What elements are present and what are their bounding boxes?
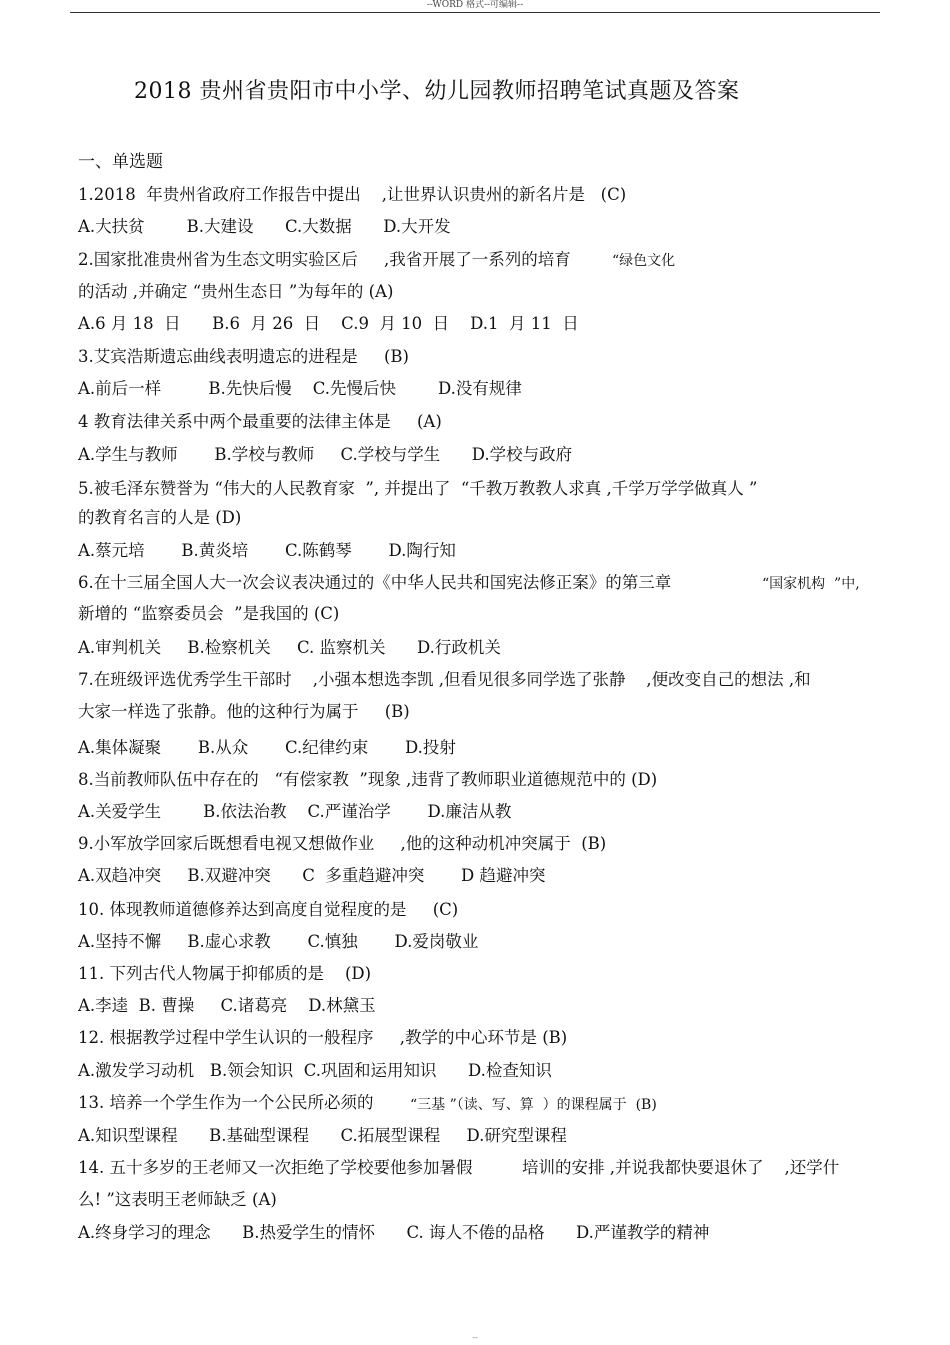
- section-heading: 一、单选题: [78, 152, 163, 172]
- question-1-options: A.大扶贫 B.大建设 C.大数据 D.大开发: [78, 217, 451, 236]
- document-title: 2018 贵州省贵阳市中小学、幼儿园教师招聘笔试真题及答案: [134, 79, 740, 104]
- question-14-tail: 培训的安排 ,并说我都快要退休了 ,还学什: [522, 1158, 840, 1177]
- question-14: 14. 五十多岁的王老师又一次拒绝了学校要他参加暑假: [78, 1158, 473, 1177]
- question-7: 7.在班级评选优秀学生干部时 ,小强本想选李凯 ,但看见很多同学选了张静 ,便改变自己的想法 ,和: [78, 670, 811, 689]
- question-10-options: A.坚持不懈 B.虚心求教 C.慎独 D.爱岗敬业: [78, 932, 479, 951]
- question-13-tail: “三基 ”（读、写、算 ）的课程属于 (B): [410, 1097, 657, 1113]
- question-6-line-2: 新增的 “监察委员会 ”是我国的 (C): [78, 604, 340, 623]
- question-12-options: A.激发学习动机 B.领会知识 C.巩固和运用知识 D.检查知识: [78, 1061, 552, 1080]
- question-2-tail: “绿色文化: [612, 253, 676, 269]
- question-11-options: A.李逵 B. 曹操 C.诸葛亮 D.林黛玉: [78, 996, 376, 1015]
- question-4-options: A.学生与教师 B.学校与教师 C.学校与学生 D.学校与政府: [78, 445, 573, 464]
- question-3: 3.艾宾浩斯遗忘曲线表明遗忘的进程是 (B): [78, 347, 409, 366]
- question-10: 10. 体现教师道德修养达到高度自觉程度的是 (C): [78, 900, 459, 919]
- question-2-line-2: 的活动 ,并确定 “贵州生态日 ”为每年的 (A): [78, 282, 394, 301]
- question-2: 2.国家批准贵州省为生态文明实验区后 ,我省开展了一系列的培育: [78, 250, 571, 269]
- question-13: 13. 培养一个学生作为一个公民所必须的: [78, 1093, 374, 1112]
- question-1: 1.2018 年贵州省政府工作报告中提出 ,让世界认识贵州的新名片是 (C): [78, 185, 627, 204]
- page-header: --WORD 格式--可编辑--: [70, 0, 880, 13]
- question-6-tail: “国家机构 ”中,: [762, 576, 860, 592]
- question-6: 6.在十三届全国人大一次会议表决通过的《中华人民共和国宪法修正案》的第三章: [78, 573, 672, 592]
- question-3-options: A.前后一样 B.先快后慢 C.先慢后快 D.没有规律: [78, 379, 522, 398]
- question-12: 12. 根据教学过程中学生认识的一般程序 ,教学的中心环节是 (B): [78, 1028, 568, 1047]
- question-7-line-2: 大家一样选了张静。他的这种行为属于 (B): [78, 702, 410, 721]
- question-14-line-2: 么! ”这表明王老师缺乏 (A): [78, 1190, 277, 1209]
- question-5-line-2: 的教育名言的人是 (D): [78, 508, 242, 527]
- question-9-options: A.双趋冲突 B.双避冲突 C 多重趋避冲突 D 趋避冲突: [78, 866, 546, 885]
- question-8-options: A.关爱学生 B.依法治教 C.严谨治学 D.廉洁从教: [78, 802, 512, 821]
- page-footer: --: [472, 1333, 478, 1342]
- question-11: 11. 下列古代人物属于抑郁质的是 (D): [78, 964, 372, 983]
- question-7-options: A.集体凝聚 B.从众 C.纪律约束 D.投射: [78, 738, 456, 757]
- question-9: 9.小军放学回家后既想看电视又想做作业 ,他的这种动机冲突属于 (B): [78, 834, 607, 853]
- question-2-options: A.6 月 18 日 B.6 月 26 日 C.9 月 10 日 D.1 月 11 日: [78, 314, 579, 333]
- question-4: 4 教育法律关系中两个最重要的法律主体是 (A): [78, 412, 442, 431]
- question-13-options: A.知识型课程 B.基础型课程 C.拓展型课程 D.研究型课程: [78, 1126, 567, 1145]
- question-14-options: A.终身学习的理念 B.热爱学生的情怀 C. 诲人不倦的品格 D.严谨教学的精神: [78, 1223, 710, 1242]
- question-5: 5.被毛泽东赞誉为 “伟大的人民教育家 ”, 并提出了 “千教万教教人求真 ,千学万学学做真人 ”: [78, 479, 758, 498]
- question-5-options: A.蔡元培 B.黄炎培 C.陈鹤琴 D.陶行知: [78, 541, 456, 560]
- question-6-options: A.审判机关 B.检察机关 C. 监察机关 D.行政机关: [78, 638, 501, 657]
- question-8: 8.当前教师队伍中存在的 “有偿家教 ”现象 ,违背了教师职业道德规范中的 (D): [78, 770, 658, 789]
